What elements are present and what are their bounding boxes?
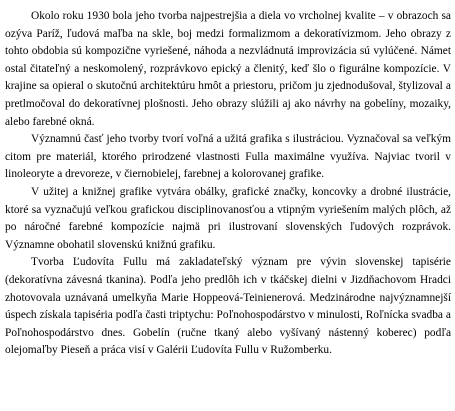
document-body xyxy=(5,8,451,360)
paragraph-3: V užitej a knižnej grafike vytvára obálky, grafické značky, koncovky a drobné ilustrácie, ktoré sa vyznačujú veľkou grafickou disciplinovanosťou a vtipným vyriešením malých plôch, až po náročné farebné kompozície najmä pri ilustrovaní slovenských ľudových rozprávok. Významne obohatil slovenskú knižnú grafiku. xyxy=(5,185,451,251)
paragraph-4: Tvorba Ľudovíta Fullu má zakladateľský význam pre vývin slovenskej tapisérie (dekoratívna závesná tkanina). Podľa jeho predlôh ich v tkáčskej dielni v Jizdňachovom Hradci zhotovovala uznávaná umelkyňa Marie Hoppeová-Teinienerová. Medzinárodne najvýznamnejší úspech získala tapiséria podľa časti triptychu: Poľnohospodárstvo v minulosti, Roľnícka svadba a Poľnohospodárstvo dnes. Gobelín (ručne tkaný alebo vyšívaný nástenný koberec) podľa olejomaľby Pieseň a práca visí v Galérii Ľudovíta Fullu v Ružomberku. xyxy=(5,256,451,357)
paragraph-2: Významnú časť jeho tvorby tvorí voľná a užitá grafika s ilustráciou. Vyznačoval sa veľkým citom pre materiál, ktorého prirodzené vlastnosti Fulla maximálne využíva. Najviac tvoril v linoleoryte a drevoreze, v čiernobielej, farebnej a kolorovanej grafike. xyxy=(5,133,451,181)
paragraph-1: Okolo roku 1930 bola jeho tvorba najpestrejšia a diela vo vrcholnej kvalite – v obrazoch sa ozýva Paríž, ľudová maľba na skle, boj medzi formalizmom a dekoratívizmom. Jeho obrazy z tohto obdobia sú kompozične vyriešené, náhoda a nezvládnutá improvizácia sú vylúčené. Námet ostal čitateľný a neskomolený, rozprávkovo epický a členitý, keď šlo o figurálne kompozície. V krajine sa opieral o skutočnú architektúru hmôt a priestoru, pričom ju zjednodušoval, štylizoval a pretlmočoval do dekoratívnej plošnosti. Jeho obrazy slúžili aj ako návrhy na gobelíny, mozaiky, alebo farebné okná. xyxy=(5,10,451,128)
